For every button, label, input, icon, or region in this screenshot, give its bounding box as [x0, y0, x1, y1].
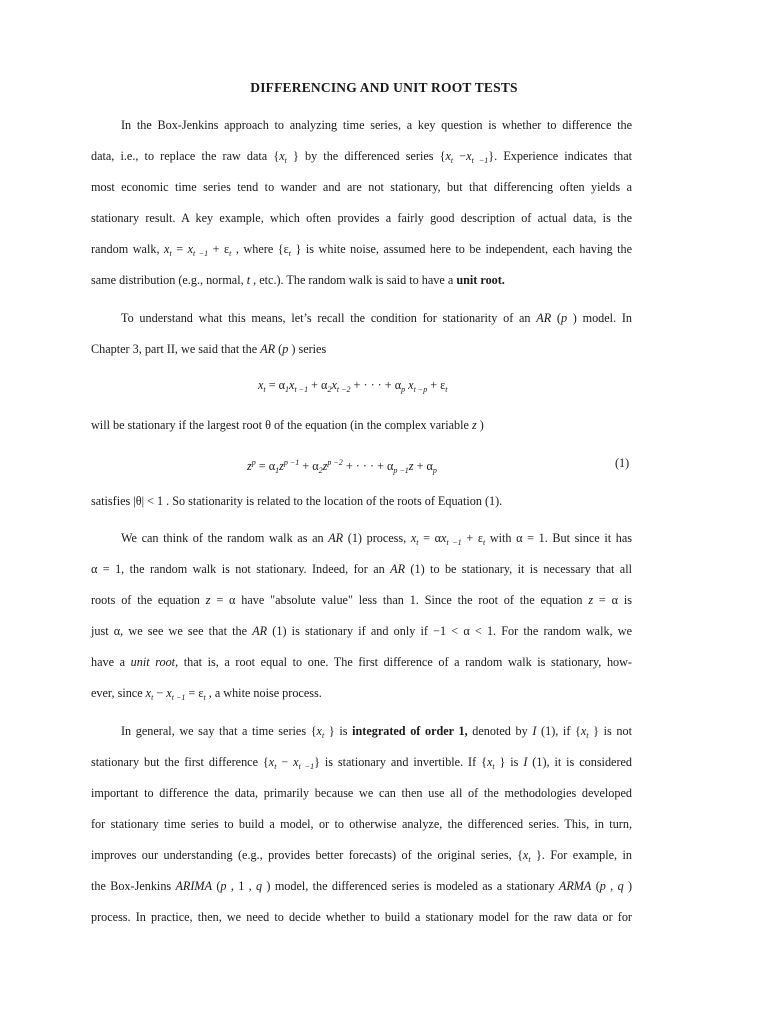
text-line: have a unit root, that is, a root equal to one. The first difference of a random walk is stationary, how- [91, 655, 632, 669]
text-line: In the Box-Jenkins approach to analyzing time series, a key question is whether to difference the [121, 118, 632, 132]
text-line: process. In practice, then, we need to decide whether to build a stationary model for the raw data or for [91, 910, 632, 924]
text-line: ever, since $x_t - x_t$ $_{-1} = \varepsilon_t$ , a white noise process. [91, 686, 322, 702]
characteristic-equation: $z^p = \alpha_1z^{p -1} + \alpha_2z^{p -2}$ + · · · + $\alpha_{p -1}z + \alpha_p$ [247, 458, 437, 475]
text-line: for stationary time series to build a model, or to otherwise analyze, the differenced series. This, in turn, [91, 817, 632, 831]
equation-number: (1) [615, 456, 630, 470]
text-line: We can think of the random walk as an AR (1) process, $x_t = \alpha x_t$ $_{-1} + \varepsilon_t$ with α = 1. But since it has [121, 531, 632, 547]
text-line: just α, we see we see that the AR (1) is stationary if and only if −1 < α < 1. For the random walk, we [91, 624, 632, 638]
text-line: roots of the equation z = α have "absolute value" less than 1. Since the root of the equation z = α is [91, 593, 633, 607]
text-line: improves our understanding (e.g., provides better forecasts) of the original series, {$x_t$ }. For example, in [91, 848, 632, 864]
ar-p-equation: $x_t = \alpha_1x_t$ $_{-1} + \alpha_2x_t$ $_{-2}$ + · · · + $\alpha_p$ $x_{t -p} + \varepsilon_t$ [258, 378, 448, 394]
text-line: To understand what this means, let’s recall the condition for stationarity of an AR (p ) model. In [121, 311, 633, 325]
text-line: the Box-Jenkins ARIMA (p , 1 , q ) model, the differenced series is modeled as a stationary ARMA (p , q ) [91, 879, 633, 893]
text-line: stationary result. A key example, which often provides a fairly good description of actual data, is the [91, 211, 632, 225]
text-line: same distribution (e.g., normal, t , etc.). The random walk is said to have a unit root. [91, 273, 505, 287]
text-line: satisfies |θ| < 1 . So stationarity is related to the location of the roots of Equation (1). [91, 494, 503, 508]
text-line: In general, we say that a time series {$x_t$ } is integrated of order 1, denoted by I (1), if {$x_t$ } is not [121, 724, 632, 740]
text-line: α = 1, the random walk is not stationary. Indeed, for an AR (1) to be stationary, it is necessary that all [91, 562, 632, 576]
text-line: Chapter 3, part II, we said that the AR (p ) series [91, 342, 327, 356]
page-title: DIFFERENCING AND UNIT ROOT TESTS [250, 80, 518, 95]
text-line: important to difference the data, primarily because we can then use all of the methodologies developed [91, 786, 632, 800]
text-line: random walk, $x_t = x_t$ $_{-1} + \varepsilon_t$ , where {$\varepsilon_t$ } is white noise, assumed here to be independent, each having the [91, 242, 633, 258]
text-line: data, i.e., to replace the raw data {$x_t$ } by the differenced series {$x_t -x_t$ $_{-1}$}. Experience indicates that [91, 149, 633, 165]
text-line: most economic time series tend to wander and are not stationary, but that differencing often yields a [91, 180, 632, 194]
text-line: stationary but the first difference {$x_t - x_t$ $_{-1}$} is stationary and invertible. If {$x_t$ } is I (1), it is considered [91, 755, 633, 771]
text-line: will be stationary if the largest root θ of the equation (in the complex variable z ) [91, 418, 484, 432]
